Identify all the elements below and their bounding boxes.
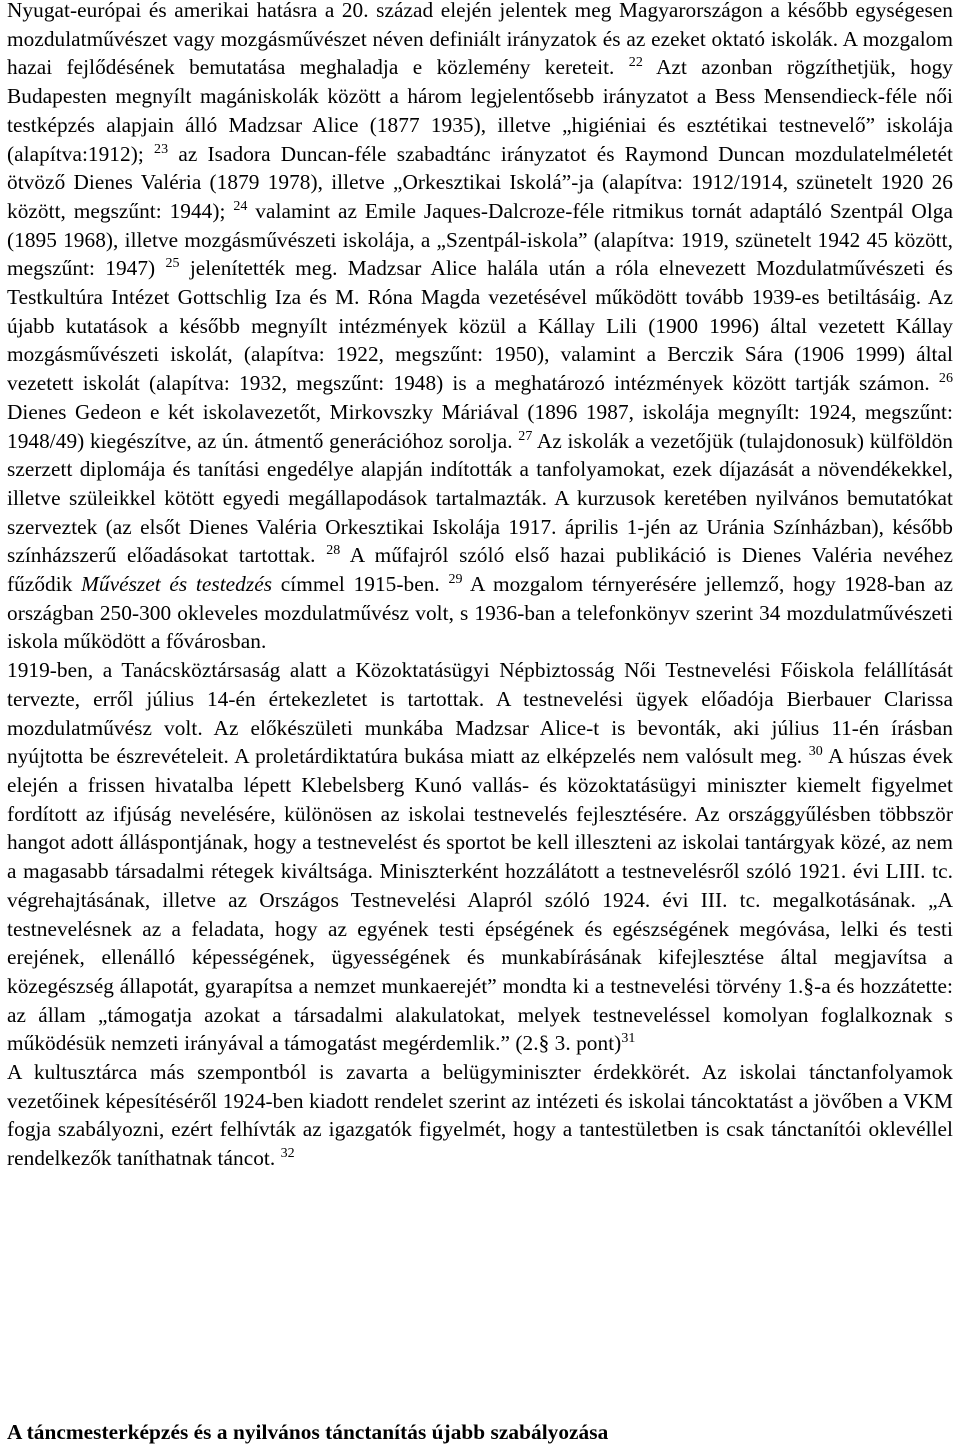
paragraph [7,656,953,1058]
text-run: valamint az Emile Jaques-Dalcroze-féle ritmikus tornát adaptáló Szentpál Olga (1895 1968), illetve mozgásművészeti iskolája, a „Szentpál-iskola” (alapítva: 1919, szünetelt 1942 45 között, megszűnt: 1947) [7,198,953,281]
text-run: címmel 1915-ben. [272,572,449,597]
footnote-ref: 24 [233,198,248,214]
document-body [7,0,953,1173]
italic-title: Művészet és testedzés [81,572,273,597]
text-run: A kultusztárca más szempontból is zavarta a belügyminiszter érdekkörét. Az iskolai tánctanfolyamok vezetőinek képesítéséről 1924-ben kiadott rendelet szerint az intézeti és iskolai táncoktatást a jövőben a VKM fogja szabályozni, ezért felhívták az igazgatók figyelmét, hogy a tantestületben is csak tánctanítói oklevéllel rendelkezők taníthatnak táncot. [7,1060,953,1171]
footnote-ref: 26 [938,371,953,387]
text-run: Azt azonban rögzíthetjük, hogy Budapesten megnyílt magániskolák között a három legjelentősebb irányzatot a Bess Mensendieck-féle női testképzés alapjain álló Madzsar Alice (1877 1935), illetve „higiéniai és esztétikai testnevelő” iskolája (alapítva:1912); [7,55,953,166]
footnote-ref: 30 [808,744,823,760]
footnote-ref: 22 [628,55,643,71]
footnote-ref: 32 [280,1146,295,1162]
text-run: Nyugat-európai és amerikai hatásra a 20. század elején jelentek meg Magyarországon a később egységesen mozdulatművészet vagy mozgásművészet néven definiált irányzatok és az ezeket oktató iskolák. A mozgalom hazai fejlődésének bemutatása meghaladja e közlemény kereteit. [7,0,953,80]
text-run: Az iskolák a vezetőjük (tulajdonosuk) külföldön szerzett diplomája és tanítási engedélye alapján indították a tanfolyamokat, ezek díjazását a növendékekkel, illetve szüleikkel kötött egyedi megállapodások tartalmazták. A kurzusok keretében nyilvános bemutatókat szerveztek (az elsőt Dienes Valéria Orkesztikai Iskolája 1917. április 1-jén az Uránia Színházban), később színházszerű előadásokat tartottak. [7,428,953,568]
text-run: A húszas évek elején a frissen hivatalba lépett Klebelsberg Kunó vallás- és közoktatásügyi miniszter kiemelt figyelmet fordított az ifjúság nevelésére, különösen az iskolai testnevelés fejlesztésére. Az országgyűlésben többször hangot adott álláspontjának, hogy a testnevelést és sportot be kell illeszteni az iskolai tantárgyak közé, az nem a magasabb társadalmi rétegek kiváltsága. Miniszterként hozzálátott a testnevelésről szóló 1921. évi LIII. tc. végrehajtásának, illetve az Országos Testnevelési Alapról szóló 1924. évi III. tc. megalkotásának. „A testnevelésnek az a feladata, hogy az egyének testi épségének és egészségének megóvása, lelki és testi erejének, ellenálló képességének, ügyességének és munkabírásának kifejlesztése által megjavítsa a közegészség állapotát, gyarapítsa a nemzet munkaerejét” mondta ki a testnevelési törvény 1.§-a és hozzátette: az állam „támogatja azokat a társadalmi alakulatokat, melyek testneveléssel komolyan foglalkoznak s működésük nemzeti irányával a támogatást megérdemlik.” (2.§ 3. pont) [7,744,953,1056]
text-run: jelenítették meg. Madzsar Alice halála után a róla elnevezett Mozdulatművészeti és Testkultúra Intézet Gottschlig Iza és M. Róna Magda vezetésével működött tovább 1939-es betiltásáig. Az újabb kutatások a később megnyílt intézmények közül a Kállay Lili (1900 1996) által vezetett Kállay mozgásművészeti iskolát, (alapítva: 1922, megszűnt: 1950), valamint a Berczik Sára (1906 1999) által vezetett iskolát (alapítva: 1932, megszűnt: 1948) is a meghatározó intézmények között tartják számon. [7,256,953,396]
text-run: Dienes Gedeon e két iskolavezetőt, Mirkovszky Máriával (1896 1987, iskolája megnyílt: 1924, megszűnt: 1948/49) kiegészítve, az ún. átmentő generációhoz sorolja. [7,399,953,453]
section-heading: A táncmesterképzés és a nyilvános tánctanítás újabb szabályozása [7,1420,609,1444]
text-run: A mozgalom térnyerésére jellemző, hogy 1928-ban az országban 250-300 okleveles mozdulatművész volt, s 1936-ban a telefonkönyv szerint 34 mozdulatművészeti iskola működött a fővárosban. [7,572,953,654]
text-run: az Isadora Duncan-féle szabadtánc irányzatot és Raymond Duncan mozdulatelméletét ötvöző Dienes Valéria (1879 1978), illetve „Orkesztikai Iskolá”-ja (alapítva: 1912/1914, szünetelt 1920 26 között, megszűnt: 1944); [7,141,953,223]
footnote-ref: 27 [518,428,533,444]
footnote-ref: 23 [154,141,169,157]
footnote-ref: 31 [621,1031,636,1047]
text-run: 1919-ben, a Tanácsköztársaság alatt a Közoktatásügyi Népbiztosság Női Testnevelési Főiskola felállítását tervezte, erről július 14-én értekezletet is tartottak. A testnevelési ügyek előadója Bierbauer Clarissa mozdulatművész volt. Az előkészületi munkába Madzsar Alice-t is bevonták, aki július 11-én írásban nyújtotta be észrevételeit. A proletárdiktatúra bukása miatt az elképzelés nem valósult meg. [7,658,953,769]
footnote-ref: 25 [165,256,180,272]
paragraph [7,0,953,656]
footnote-ref: 29 [448,572,463,588]
footnote-ref: 28 [326,543,341,559]
text-run: A műfajról szóló első hazai publikáció is Dienes Valéria nevéhez fűződik [7,543,953,597]
paragraph [7,1058,953,1173]
